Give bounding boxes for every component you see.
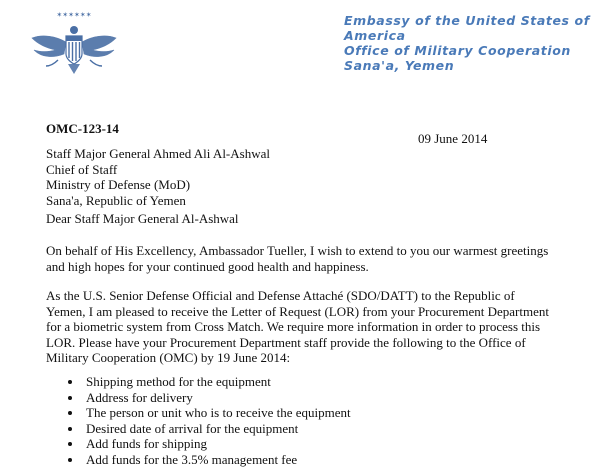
list-item: Add funds for the 3.5% management fee	[66, 452, 351, 468]
paragraph-line: LOR. Please have your Procurement Department staff provide the following to the Office of	[46, 334, 526, 350]
list-item: Address for delivery	[66, 390, 351, 406]
recipient-name: Staff Major General Ahmed Ali Al-Ashwal	[46, 146, 270, 161]
paragraph-greeting	[46, 243, 548, 274]
recipient-location: Sana'a, Republic of Yemen	[46, 192, 186, 208]
recipient-address	[46, 146, 270, 208]
paragraph-line: Yemen, I am pleased to receive the Letter of Request (LOR) from your Procurement Department	[46, 303, 549, 319]
letter-date: 09 June 2014	[418, 131, 488, 146]
paragraph-line: for a biometric system from Cross Match. We require more information in order to process this	[46, 319, 541, 334]
paragraph-line: Military Cooperation (OMC) by 19 June 2014:	[46, 350, 291, 365]
paragraph-line: On behalf of His Excellency, Ambassador Tueller, I wish to extend to you our warmest greetings	[46, 243, 549, 258]
embassy-seal-eagle	[28, 8, 120, 86]
paragraph-line: As the U.S. Senior Defense Official and Defense Attaché (SDO/DATT) to the Republic of	[46, 288, 515, 303]
header-line-2: America	[344, 28, 406, 43]
list-item: The person or unit who is to receive the equipment	[66, 405, 351, 421]
header-line-4: Sana'a, Yemen	[344, 58, 455, 73]
requirements-list	[66, 374, 351, 468]
header-line-3: Office of Military Cooperation	[344, 43, 571, 58]
header-line-1: Embassy of the United States of	[344, 13, 590, 28]
embassy-header	[344, 13, 594, 73]
paragraph-line: and high hopes for your continued good health and happiness.	[46, 258, 369, 274]
list-item: Add funds for shipping	[66, 436, 351, 452]
list-item: Shipping method for the equipment	[66, 374, 351, 390]
list-item: Desired date of arrival for the equipment	[66, 421, 351, 437]
recipient-title: Chief of Staff	[46, 161, 118, 177]
stars-arc: ✶✶✶✶✶✶	[56, 11, 92, 19]
recipient-org: Ministry of Defense (MoD)	[46, 177, 191, 192]
reference-number: OMC-123-14	[46, 121, 119, 136]
paragraph-request	[46, 288, 549, 366]
salutation: Dear Staff Major General Al-Ashwal	[46, 211, 239, 226]
